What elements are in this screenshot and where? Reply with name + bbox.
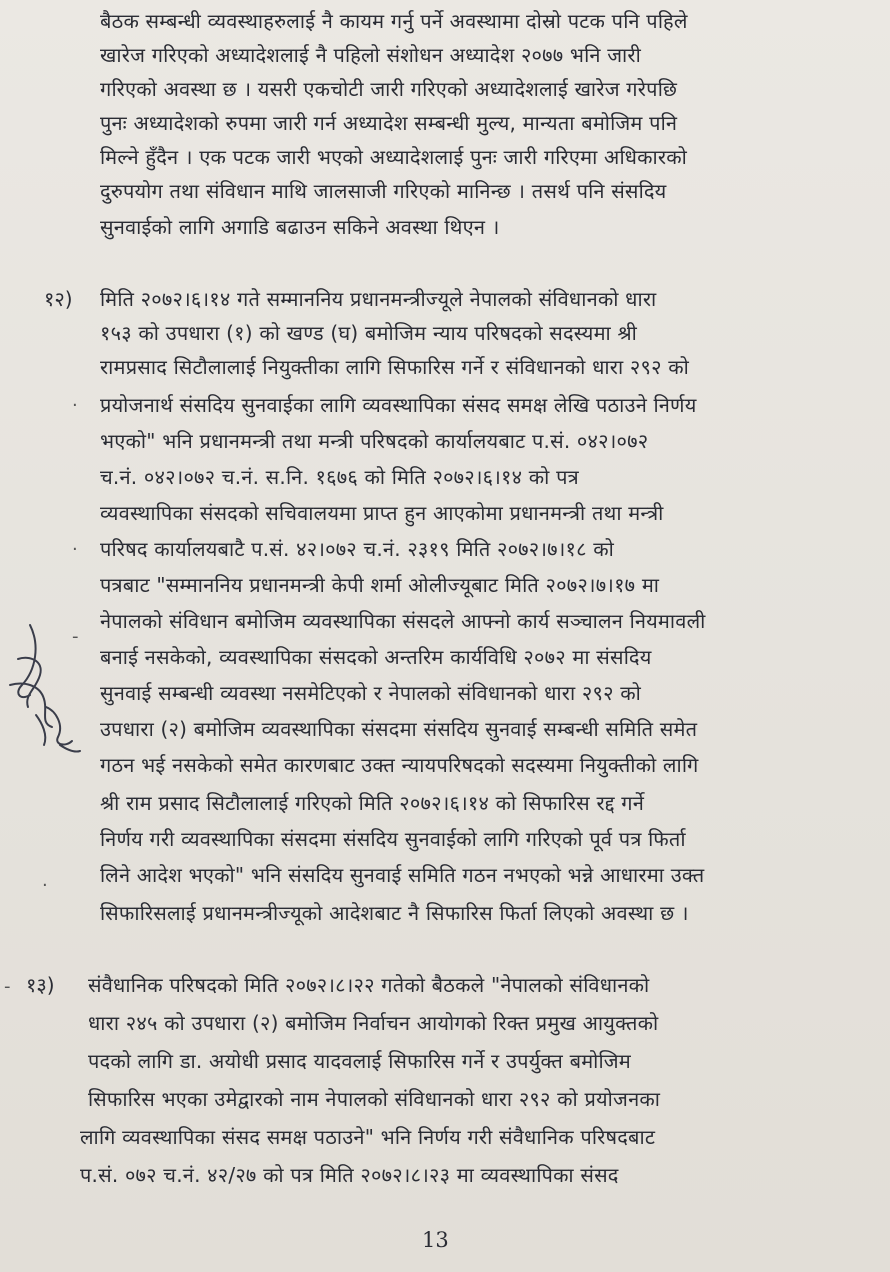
text-line: निर्णय गरी व्यवस्थापिका संसदमा संसदिय सुनवाईको लागि गरिएको पूर्व पत्र फिर्ता [100, 827, 686, 851]
margin-mark: - [4, 976, 11, 997]
text-line: पत्रबाट "सम्माननिय प्रधानमन्त्री केपी शर्मा ओलीज्यूबाट मिति २०७२।७।१७ मा [100, 573, 660, 597]
text-line: गरिएको अवस्था छ । यसरी एकचोटी जारी गरिएको अध्यादेशलाई खारेज गरेपछि [100, 77, 678, 101]
margin-mark: . [72, 534, 78, 555]
page-number: 13 [422, 1228, 449, 1252]
text-line: बनाई नसकेको, व्यवस्थापिका संसदको अन्तरिम कार्यविधि २०७२ मा संसदिय [100, 645, 652, 669]
handwritten-signature [0, 615, 92, 765]
text-line: धारा २४५ को उपधारा (२) बमोजिम निर्वाचन आयोगको रिक्त प्रमुख आयुक्तको [88, 1011, 659, 1035]
text-line: च.नं. ०४२।०७२ च.नं. स.नि. १६७६ को मिति २०७२।६।१४ को पत्र [100, 465, 579, 489]
margin-mark: . [42, 870, 48, 891]
text-line: मिल्ने हुँदैन । एक पटक जारी भएको अध्यादेशलाई पुनः जारी गरिएमा अधिकारको [100, 145, 688, 169]
margin-mark: . [72, 390, 78, 411]
text-line: पदको लागि डा. अयोधी प्रसाद यादवलाई सिफारिस गर्ने र उपर्युक्त बमोजिम [88, 1049, 631, 1073]
text-line: प.सं. ०७२ च.नं. ४२/२७ को पत्र मिति २०७२।८।२३ मा व्यवस्थापिका संसद [80, 1163, 619, 1187]
text-line: सुनवाई सम्बन्धी व्यवस्था नसमेटिएको र नेपालको संविधानको धारा २९२ को [100, 681, 641, 705]
text-line: उपधारा (२) बमोजिम व्यवस्थापिका संसदमा संसदिय सुनवाई सम्बन्धी समिति समेत [100, 717, 698, 741]
text-line: पुनः अध्यादेशको रुपमा जारी गर्न अध्यादेश सम्बन्धी मुल्य, मान्यता बमोजिम पनि [100, 111, 678, 135]
text-line: संवैधानिक परिषदको मिति २०७२।८।२२ गतेको बैठकले "नेपालको संविधानको [88, 973, 650, 997]
text-line: खारेज गरिएको अध्यादेशलाई नै पहिलो संशोधन अध्यादेश २०७७ भनि जारी [100, 43, 641, 67]
text-line: मिति २०७२।६।१४ गते सम्माननिय प्रधानमन्त्रीज्यूले नेपालको संविधानको धारा [100, 287, 657, 311]
text-line: सिफारिसलाई प्रधानमन्त्रीज्यूको आदेशबाट नै सिफारिस फिर्ता लिएको अवस्था छ । [100, 901, 689, 925]
text-line: लिने आदेश भएको" भनि संसदिय सुनवाई समिति गठन नभएको भन्ने आधारमा उक्त [100, 863, 705, 887]
margin-mark: - [72, 626, 79, 647]
text-line: परिषद कार्यालयबाटै प.सं. ४२।०७२ च.नं. २३१९ मिति २०७२।७।१८ को [100, 537, 615, 561]
text-line: लागि व्यवस्थापिका संसद समक्ष पठाउने" भनि निर्णय गरी संवैधानिक परिषदबाट [80, 1125, 656, 1149]
text-line: भएको" भनि प्रधानमन्त्री तथा मन्त्री परिषदको कार्यालयबाट प.सं. ०४२।०७२ [100, 429, 649, 453]
text-line: सुनवाईको लागि अगाडि बढाउन सकिने अवस्था थिएन । [100, 215, 500, 239]
text-line: बैठक सम्बन्धी व्यवस्थाहरुलाई नै कायम गर्नु पर्ने अवस्थामा दोस्रो पटक पनि पहिले [100, 9, 688, 33]
text-line: दुरुपयोग तथा संविधान माथि जालसाजी गरिएको मानिन्छ । तसर्थ पनि संसदिय [100, 179, 667, 203]
text-line: १५३ को उपधारा (१) को खण्ड (घ) बमोजिम न्याय परिषदको सदस्यमा श्री [100, 321, 638, 345]
text-line: सिफारिस भएका उमेद्वारको नाम नेपालको संविधानको धारा २९२ को प्रयोजनका [88, 1087, 661, 1111]
text-line: व्यवस्थापिका संसदको सचिवालयमा प्राप्त हुन आएकोमा प्रधानमन्त्री तथा मन्त्री [100, 501, 664, 525]
text-line: रामप्रसाद सिटौलालाई नियुक्तीका लागि सिफारिस गर्ने र संविधानको धारा २९२ को [100, 355, 689, 379]
text-line: श्री राम प्रसाद सिटौलालाई गरिएको मिति २०७२।६।१४ को सिफारिस रद्द गर्ने [100, 791, 645, 815]
paragraph-number: १२) [44, 287, 73, 311]
text-line: प्रयोजनार्थ संसदिय सुनवाईका लागि व्यवस्थापिका संसद समक्ष लेखि पठाउने निर्णय [100, 393, 697, 417]
text-line: गठन भई नसकेको समेत कारणबाट उक्त न्यायपरिषदको सदस्यमा नियुक्तीको लागि [100, 753, 699, 777]
paragraph-number: १३) [26, 973, 55, 997]
text-line: नेपालको संविधान बमोजिम व्यवस्थापिका संसदले आफ्नो कार्य सञ्चालन नियमावली [100, 609, 706, 633]
